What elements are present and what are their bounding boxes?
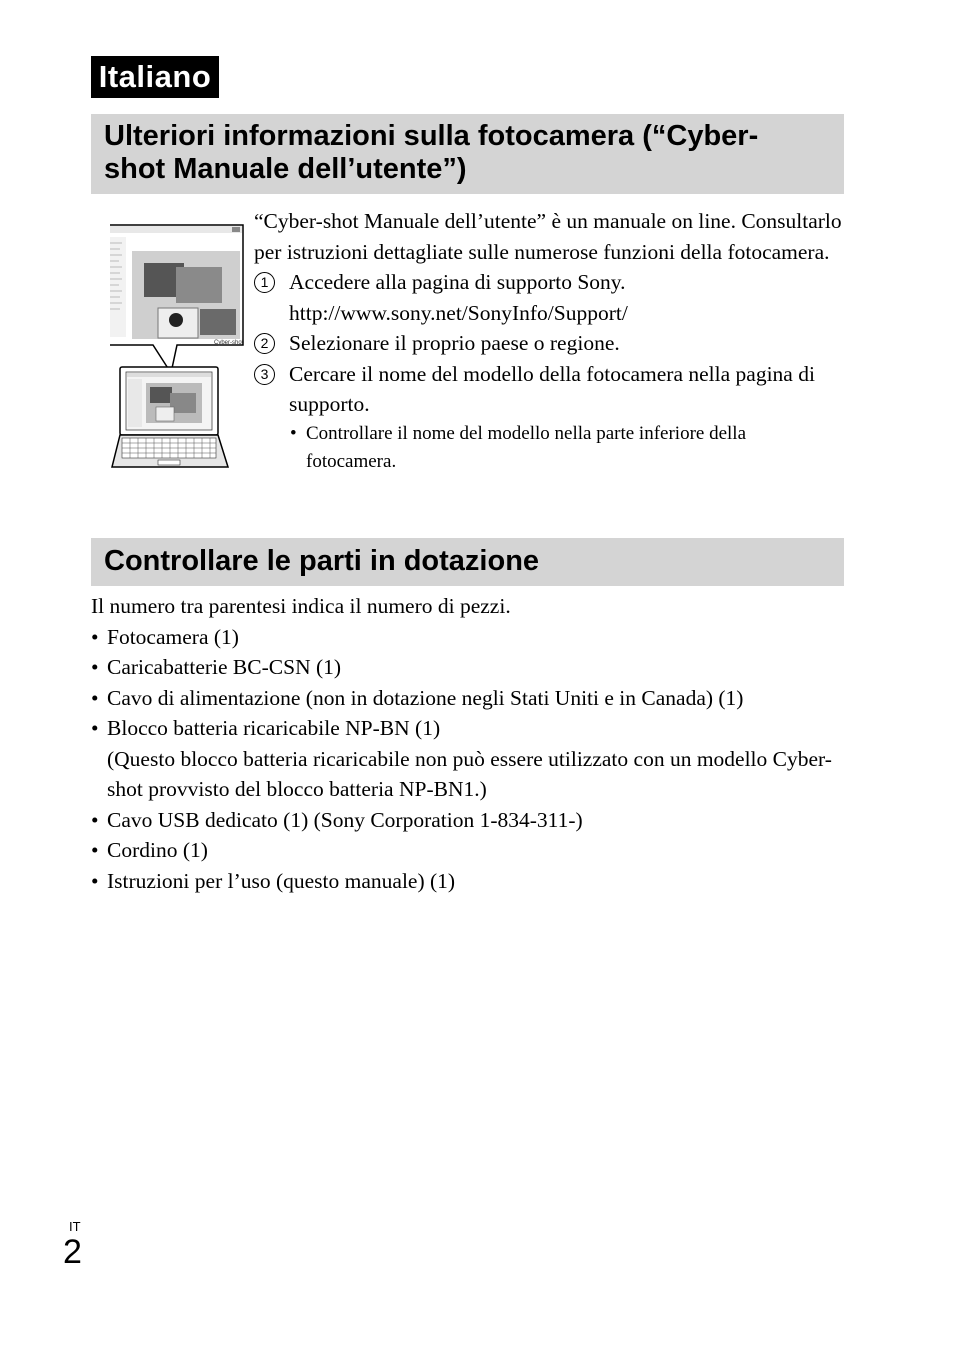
step-2 xyxy=(254,328,854,359)
step-1-text: Accedere alla pagina di supporto Sony. xyxy=(289,270,626,294)
list-item: • Blocco batteria ricaricabile NP-BN (1) xyxy=(91,716,441,740)
section-heading-more-info xyxy=(91,114,844,194)
manual-intro-text: “Cyber-shot Manuale dell’utente” è un manuale on line. Consultarlo per istruzioni dettagliate sulle numerose funzioni della fotocamera. xyxy=(254,209,842,264)
step-number-1: 1 xyxy=(254,272,275,293)
step-3-text: Cercare il nome del modello della fotocamera nella pagina di supporto. xyxy=(289,361,815,416)
laptop-icon xyxy=(112,367,228,467)
illustration-brand: Cyber-shot xyxy=(214,340,244,346)
parts-list-block xyxy=(91,591,851,896)
support-url-link[interactable]: http://www.sony.net/SonyInfo/Support/ xyxy=(289,300,628,325)
step-2-text: Selezionare il proprio paese o regione. xyxy=(289,331,620,355)
manual-screen-bubble xyxy=(110,225,244,373)
section-heading-more-info-text: Ulteriori informazioni sulla fotocamera (“Cyber- shot Manuale dell’utente”) xyxy=(104,120,759,185)
parts-intro-text: Il numero tra parentesi indica il numero di pezzi. xyxy=(91,594,511,618)
step-number-2: 2 xyxy=(254,333,275,354)
page-number: 2 xyxy=(63,1233,82,1271)
laptop-manual-illustration xyxy=(110,223,248,475)
battery-note: (Questo blocco batteria ricaricabile non può essere utilizzato con un modello Cyber-shot provvisto del blocco batteria NP-BN1.) xyxy=(107,746,832,801)
manual-info-block xyxy=(254,206,854,476)
model-name-note-text: Controllare il nome del modello nella parte inferiore della fotocamera. xyxy=(306,422,747,472)
step-number-3: 3 xyxy=(254,364,275,385)
list-item: • Fotocamera (1) xyxy=(91,624,239,649)
list-item: • Cavo di alimentazione (non in dotazione negli Stati Uniti e in Canada) (1) xyxy=(91,685,744,710)
model-name-note xyxy=(290,420,854,476)
language-tab: Italiano xyxy=(91,56,219,98)
bullet-dot: • xyxy=(290,422,297,444)
list-item: • Istruzioni per l’uso (questo manuale) (1) xyxy=(91,868,456,893)
step-3 xyxy=(254,359,854,420)
list-item: • Caricabatterie BC-CSN (1) xyxy=(91,655,342,679)
list-item: • Cavo USB dedicato (1) (Sony Corporation 1-834-311-) xyxy=(91,807,583,832)
page-language-code: IT xyxy=(69,1219,81,1234)
section-heading-parts: Controllare le parti in dotazione xyxy=(91,538,844,586)
list-item: • Cordino (1) xyxy=(91,838,208,862)
step-1 xyxy=(254,267,854,328)
